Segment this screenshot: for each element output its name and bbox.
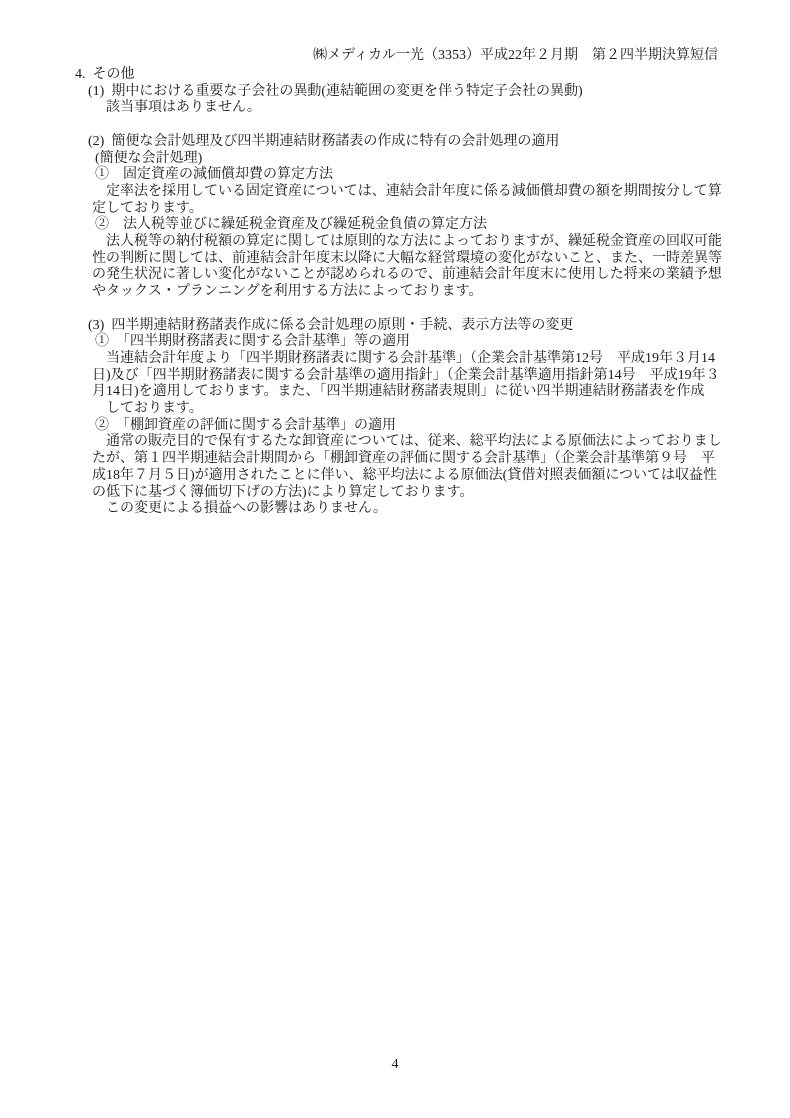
item-2-2-body-line: の発生状況に著しい変化がないことが認められるので、前連結会計年度末に使用した将来の業績予想: [92, 267, 722, 283]
item-3-2-body-line: の低下に基づく簿価切下げの方法)により算定しております。: [92, 484, 474, 500]
item-3-1-body-line: 日)及び「四半期財務諸表に関する会計基準の適用指針」（企業会計基準適用指針第14号 平成19年３: [92, 367, 720, 383]
item-2-2-heading: ② 法人税等並びに繰延税金資産及び繰延税金負債の算定方法: [95, 217, 487, 233]
item-2-2-body-line: 性の判断に関しては、前連結会計年度末以降に大幅な経営環境の変化がないこと、また、一時差異等: [92, 250, 722, 266]
subsection-2-heading: (2) 簡便な会計処理及び四半期連結財務諸表の作成に特有の会計処理の適用: [88, 133, 560, 149]
item-2-1-heading: ① 固定資産の減価償却費の算定方法: [95, 167, 333, 183]
page-header: ㈱メディカル一光（3353）平成22年２月期 第２四半期決算短信: [313, 48, 718, 63]
item-3-2-heading: ② 「棚卸資産の評価に関する会計基準」の適用: [95, 417, 396, 433]
item-3-2-body-line: たが、第１四半期連結会計期間から「棚卸資産の評価に関する会計基準」（企業会計基準第９号 平: [92, 451, 715, 467]
subsection-2-subheading: (簡便な会計処理): [95, 150, 203, 166]
subsection-1-body: 該当事項はありません。: [106, 100, 261, 116]
item-3-1-body-line: 当連結会計年度より「四半期財務諸表に関する会計基準」（企業会計基準第12号 平成19年３月14: [106, 350, 715, 366]
section-4-title: 4. その他: [75, 67, 135, 82]
page-number: 4: [391, 1057, 399, 1072]
subsection-3-heading: (3) 四半期連結財務諸表作成に係る会計処理の原則・手続、表示方法等の変更: [88, 317, 574, 333]
item-3-1-heading: ① 「四半期財務諸表に関する会計基準」等の適用: [95, 334, 410, 350]
item-2-2-body-line: やタックス・プランニングを利用する方法によっております。: [92, 284, 483, 300]
item-3-2-body-line: 成18年７月５日)が適用されたことに伴い、総平均法による原価法(貸借対照表価額については収益性: [92, 467, 718, 483]
document-body: [0, 67, 790, 518]
subsection-1-heading: (1) 期中における重要な子会社の異動(連結範囲の変更を伴う特定子会社の異動): [88, 83, 583, 99]
item-3-1-body-line: 月14日)を適用しております。また、「四半期連結財務諸表規則」に従い四半期連結財務諸表を作成: [92, 384, 705, 400]
item-3-2-body-line: この変更による損益への影響はありません。: [106, 501, 387, 517]
item-3-2-body-line: 通常の販売目的で保有するたな卸資産については、従来、総平均法による原価法によっておりまし: [106, 434, 722, 450]
blank-line: [0, 301, 790, 318]
item-2-1-body-line: 定しております。: [92, 200, 203, 216]
item-3-1-body-line: しております。: [106, 401, 203, 417]
item-2-2-body-line: 法人税等の納付税額の算定に関しては原則的な方法によっておりますが、繰延税金資産の回収可能: [106, 234, 722, 250]
item-2-1-body-line: 定率法を採用している固定資産については、連結会計年度に係る減価償却費の額を期間按分して算: [106, 183, 722, 199]
blank-line: [0, 117, 790, 134]
